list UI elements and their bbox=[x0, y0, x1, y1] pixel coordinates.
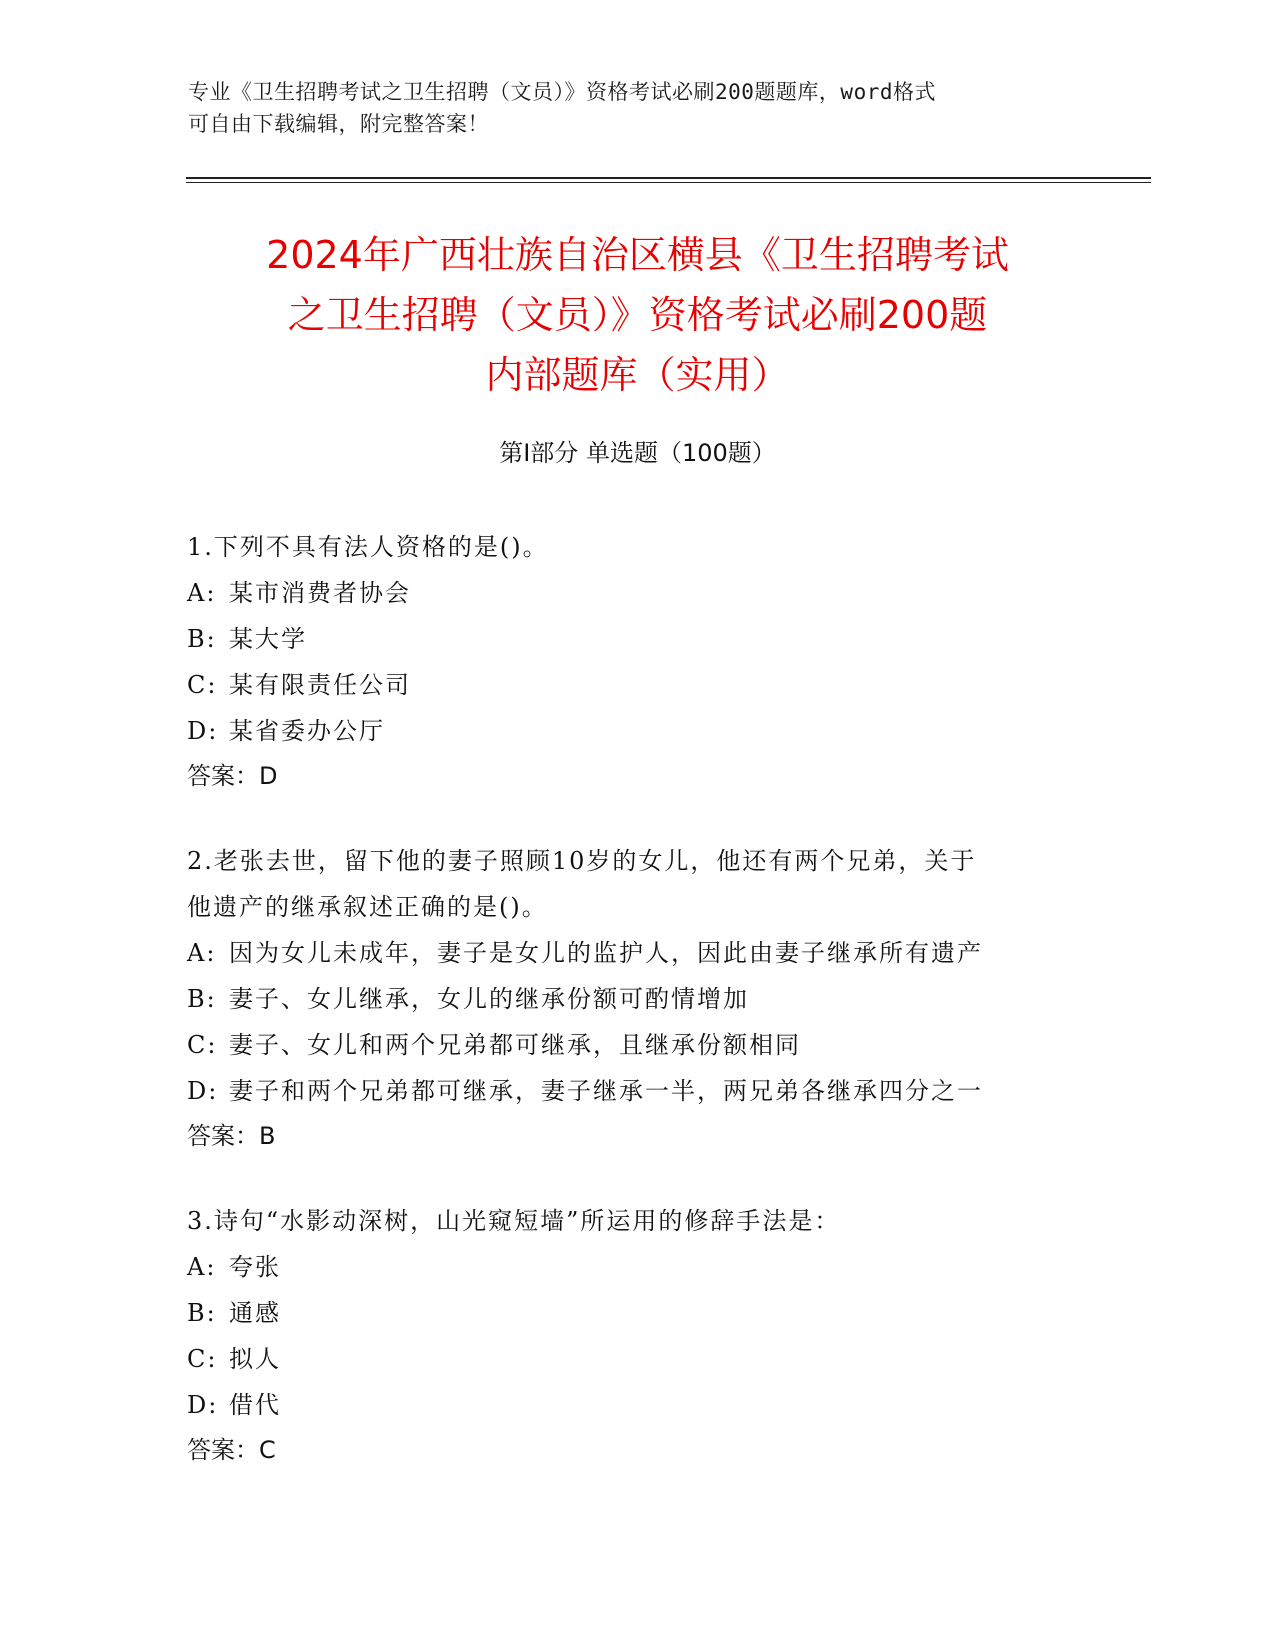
option-text: 某大学 bbox=[229, 625, 307, 653]
option-text: 因为女儿未成年，妻子是女儿的监护人，因此由妻子继承所有遗产 bbox=[229, 939, 983, 967]
header-divider-thick bbox=[186, 177, 1151, 179]
option-text: 妻子、女儿和两个兄弟都可继承，且继承份额相同 bbox=[229, 1031, 801, 1059]
option-key: A: bbox=[187, 579, 217, 607]
header-note-line-2: 可自由下载编辑，附完整答案！ bbox=[188, 112, 489, 136]
option-a bbox=[187, 930, 1087, 976]
question-stem-line-1: 2.老张去世，留下他的妻子照顾10岁的女儿，他还有两个兄弟，关于 bbox=[187, 847, 977, 875]
answer-line: 答案：D bbox=[187, 762, 278, 790]
option-b bbox=[187, 1290, 1087, 1336]
option-key: D: bbox=[187, 1077, 219, 1105]
option-c bbox=[187, 1022, 1087, 1068]
option-text: 妻子和两个兄弟都可继承，妻子继承一半，两兄弟各继承四分之一 bbox=[229, 1077, 983, 1105]
title-line-2: 之卫生招聘（文员）》资格考试必刷200题 bbox=[287, 293, 988, 337]
option-key: C: bbox=[187, 1345, 218, 1373]
option-d bbox=[187, 708, 1087, 754]
option-key: C: bbox=[187, 1031, 218, 1059]
title-line-1: 2024年广西壮族自治区横县《卫生招聘考试 bbox=[266, 233, 1009, 277]
option-d bbox=[187, 1382, 1087, 1428]
document-title bbox=[170, 225, 1105, 405]
option-text: 妻子、女儿继承，女儿的继承份额可酌情增加 bbox=[229, 985, 749, 1013]
option-text: 通感 bbox=[229, 1299, 281, 1327]
option-b bbox=[187, 616, 1087, 662]
title-line-3: 内部题库（实用） bbox=[485, 353, 790, 397]
option-a bbox=[187, 1244, 1087, 1290]
option-key: D: bbox=[187, 717, 219, 745]
header-note-line-1: 专业《卫生招聘考试之卫生招聘（文员）》资格考试必刷200题题库，word格式 bbox=[188, 80, 936, 104]
option-key: D: bbox=[187, 1391, 219, 1419]
question-2 bbox=[187, 838, 1087, 1158]
option-key: B: bbox=[187, 625, 217, 653]
question-list bbox=[187, 524, 1087, 1512]
option-b bbox=[187, 976, 1087, 1022]
question-stem: 1.下列不具有法人资格的是()。 bbox=[187, 533, 549, 561]
option-d bbox=[187, 1068, 1087, 1114]
option-c bbox=[187, 1336, 1087, 1382]
option-text: 某省委办公厅 bbox=[229, 717, 385, 745]
option-a bbox=[187, 570, 1087, 616]
option-text: 拟人 bbox=[229, 1345, 281, 1373]
option-key: B: bbox=[187, 985, 217, 1013]
question-1 bbox=[187, 524, 1087, 798]
option-text: 借代 bbox=[229, 1391, 281, 1419]
question-stem-line-2: 他遗产的继承叙述正确的是()。 bbox=[187, 893, 548, 921]
option-c bbox=[187, 662, 1087, 708]
option-text: 夸张 bbox=[229, 1253, 281, 1281]
option-text: 某有限责任公司 bbox=[229, 671, 411, 699]
option-key: C: bbox=[187, 671, 218, 699]
option-key: A: bbox=[187, 939, 217, 967]
answer-line: 答案：C bbox=[187, 1436, 276, 1464]
header-divider-thin bbox=[186, 182, 1151, 183]
option-text: 某市消费者协会 bbox=[229, 579, 411, 607]
question-stem: 3.诗句“水影动深树，山光窥短墙”所运用的修辞手法是： bbox=[187, 1207, 841, 1235]
option-key: B: bbox=[187, 1299, 217, 1327]
section-heading: 第Ⅰ部分 单选题（100题） bbox=[499, 439, 776, 467]
answer-line: 答案：B bbox=[187, 1122, 276, 1150]
document-header-note bbox=[188, 76, 1068, 140]
question-3 bbox=[187, 1198, 1087, 1472]
option-key: A: bbox=[187, 1253, 217, 1281]
